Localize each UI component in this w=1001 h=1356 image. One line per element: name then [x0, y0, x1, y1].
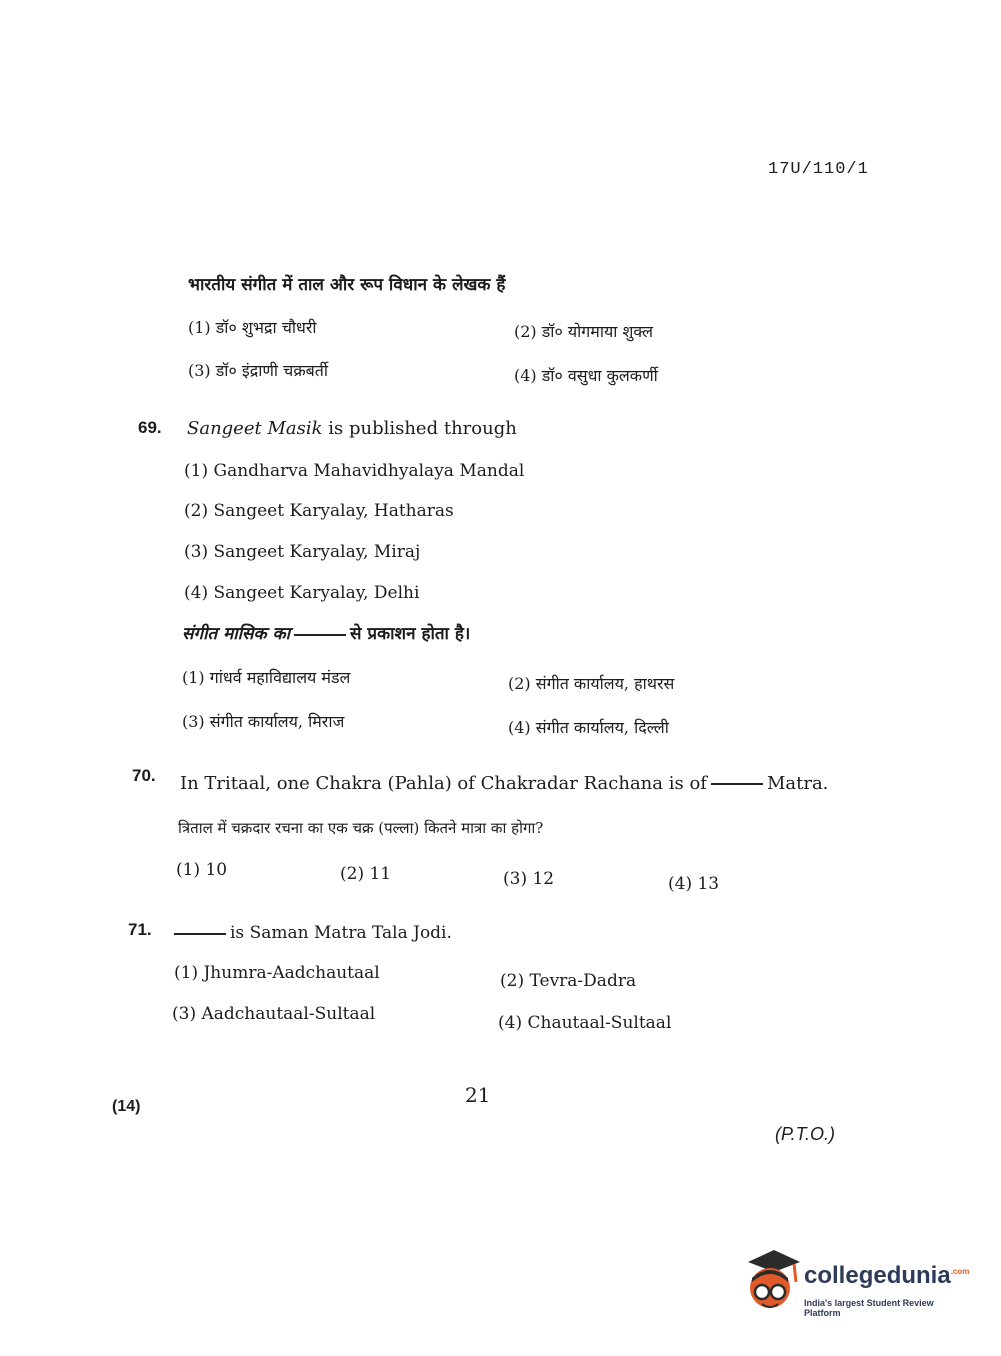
- q71-option-4: (4) Chautaal-Sultaal: [498, 1013, 672, 1033]
- footer-left-mark: (14): [112, 1098, 141, 1115]
- q69-option-1: (1) Gandharva Mahavidhyalaya Mandal: [184, 461, 525, 481]
- q69-stem-title: Sangeet Masik: [187, 418, 323, 439]
- q69-option-2: (2) Sangeet Karyalay, Hatharas: [184, 501, 454, 521]
- q70-option-4: (4) 13: [668, 874, 720, 894]
- q68-hindi-option-2: (2) डॉ० योगमाया शुक्ल: [514, 322, 653, 341]
- paper-code: 17U/110/1: [768, 160, 869, 179]
- q68-hindi-option-3: (3) डॉ० इंद्राणी चक्रबर्ती: [188, 361, 329, 380]
- q71-stem-post: is Saman Matra Tala Jodi.: [230, 923, 452, 943]
- q69-stem: [187, 418, 517, 439]
- answer-blank: [174, 933, 226, 935]
- q71-number: 71.: [128, 920, 152, 939]
- q70-option-1: (1) 10: [176, 860, 228, 880]
- q69-number: 69.: [138, 418, 162, 437]
- q69-hindi-option-1: (1) गांधर्व महाविद्यालय मंडल: [182, 668, 351, 687]
- page-number: 21: [465, 1083, 491, 1107]
- q69-hindi-option-2: (2) संगीत कार्यालय, हाथरस: [508, 674, 675, 693]
- q68-hindi-option-4: (4) डॉ० वसुधा कुलकर्णी: [514, 366, 658, 385]
- collegedunia-watermark: [742, 1248, 972, 1318]
- q70-number: 70.: [132, 766, 156, 785]
- q69-option-3: (3) Sangeet Karyalay, Miraj: [184, 542, 421, 562]
- q69-hindi-option-4: (4) संगीत कार्यालय, दिल्ली: [508, 718, 669, 737]
- q71-option-1: (1) Jhumra-Aadchautaal: [174, 963, 380, 983]
- q69-hindi-option-3: (3) संगीत कार्यालय, मिराज: [182, 712, 345, 731]
- q69-option-4: (4) Sangeet Karyalay, Delhi: [184, 583, 420, 603]
- q68-hindi-option-1: (1) डॉ० शुभद्रा चौधरी: [188, 318, 317, 337]
- q70-hindi-stem: त्रिताल में चक्रदार रचना का एक चक्र (पल्ला) कितने मात्रा का होगा?: [178, 819, 544, 837]
- q70-stem: [180, 773, 828, 794]
- brand-name: collegedunia$^{.com}$: [804, 1262, 970, 1289]
- answer-blank: [711, 783, 763, 785]
- mascot-icon: [742, 1248, 802, 1314]
- q71-stem: [174, 923, 452, 943]
- q69-hindi-stem-post: से प्रकाशन होता है।: [349, 624, 471, 644]
- brand-tagline: India's largest Student Review Platform: [804, 1298, 934, 1318]
- q70-stem-pre: In Tritaal, one Chakra (Pahla) of Chakradar Rachana is of: [180, 773, 707, 794]
- q69-hindi-stem-pre: संगीत मासिक का: [182, 624, 290, 644]
- q70-option-2: (2) 11: [340, 864, 392, 884]
- q68-hindi-stem: भारतीय संगीत में ताल और रूप विधान के लेखक हैं: [188, 275, 506, 295]
- answer-blank: [294, 634, 346, 636]
- q71-option-2: (2) Tevra-Dadra: [500, 971, 637, 991]
- q71-option-3: (3) Aadchautaal-Sultaal: [172, 1004, 376, 1024]
- q70-option-3: (3) 12: [503, 869, 555, 889]
- q69-stem-rest: is published through: [322, 418, 517, 439]
- q69-hindi-stem: [182, 621, 470, 644]
- pto-mark: (P.T.O.): [775, 1124, 836, 1144]
- q70-stem-post: Matra.: [766, 773, 829, 794]
